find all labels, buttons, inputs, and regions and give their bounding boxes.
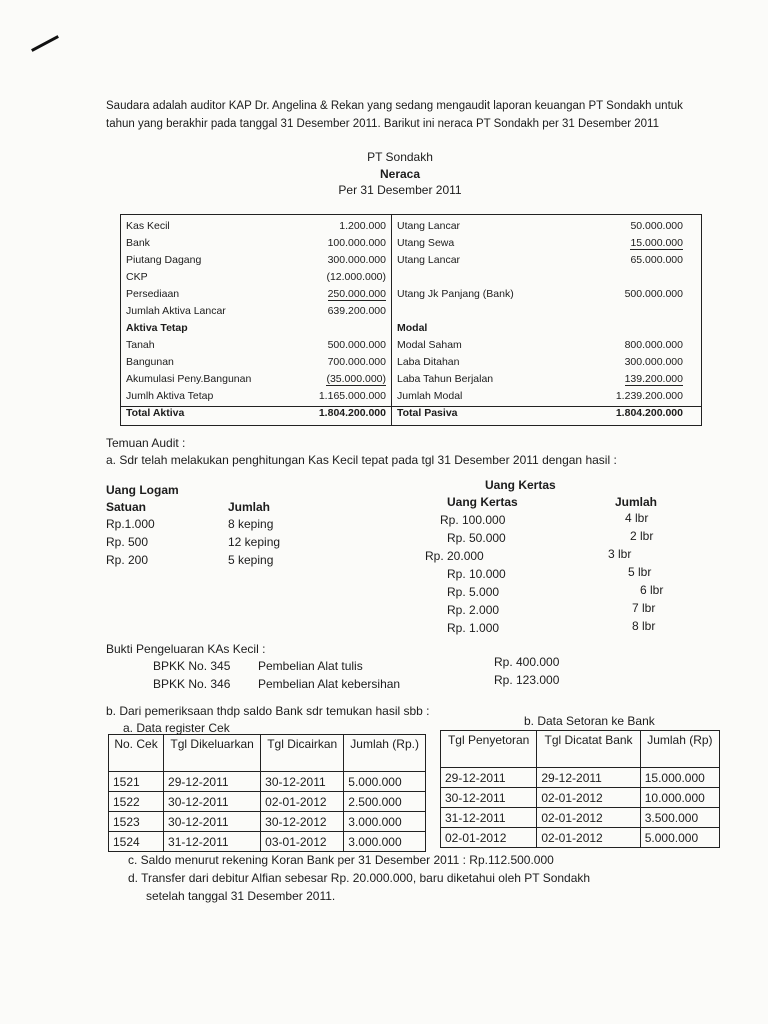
kertas-denomination: Rp. 100.000 bbox=[440, 513, 506, 527]
logam-jumlah: 12 keping bbox=[228, 535, 281, 549]
kertas-denomination: Rp. 20.000 bbox=[425, 549, 484, 563]
table-row bbox=[441, 808, 720, 828]
setoran-table-title: b. Data Setoran ke Bank bbox=[524, 714, 655, 728]
table-row bbox=[441, 788, 720, 808]
pasiva-value: 800.000.000 bbox=[624, 339, 683, 351]
pasiva-label: Utang Sewa bbox=[397, 237, 455, 249]
aktiva-label: Jumlh Aktiva Tetap bbox=[126, 390, 214, 402]
pasiva-label: Utang Lancar bbox=[397, 220, 461, 232]
table-row bbox=[441, 828, 720, 848]
balance-row bbox=[121, 373, 701, 390]
table-row bbox=[441, 768, 720, 788]
setoran-cell: 31-12-2011 bbox=[441, 808, 537, 828]
logam-jumlah: 8 keping bbox=[228, 517, 274, 531]
kertas-col-uang: Uang Kertas bbox=[447, 495, 518, 509]
table-row bbox=[109, 772, 426, 792]
pasiva-label: Laba Tahun Berjalan bbox=[397, 373, 494, 385]
aktiva-label: Persediaan bbox=[126, 288, 180, 300]
aktiva-value: 639.200.000 bbox=[327, 305, 386, 317]
aktiva-label: Jumlah Aktiva Lancar bbox=[126, 305, 226, 317]
bukti-description: Pembelian Alat kebersihan bbox=[258, 677, 401, 691]
aktiva-value: 700.000.000 bbox=[327, 356, 386, 368]
pasiva-value: 500.000.000 bbox=[624, 288, 683, 300]
cek-header-cell: Tgl Dikeluarkan bbox=[164, 735, 261, 772]
balance-row bbox=[121, 237, 701, 254]
bukti-title: Bukti Pengeluaran KAs Kecil : bbox=[106, 642, 266, 656]
pasiva-value: 65.000.000 bbox=[630, 254, 683, 266]
logam-col-satuan: Satuan bbox=[106, 500, 147, 514]
aktiva-value: (12.000.000) bbox=[326, 271, 386, 283]
kertas-jumlah: 2 lbr bbox=[630, 529, 654, 543]
finding-d-text-cont: setelah tanggal 31 Desember 2011. bbox=[146, 889, 336, 903]
balance-row bbox=[121, 254, 701, 271]
cek-cell: 3.000.000 bbox=[344, 832, 426, 852]
pasiva-label: Utang Lancar bbox=[397, 254, 461, 266]
cek-header-cell: Jumlah (Rp.) bbox=[344, 735, 426, 772]
logam-satuan: Rp. 200 bbox=[106, 553, 149, 567]
cek-cell: 2.500.000 bbox=[344, 792, 426, 812]
bukti-amount: Rp. 400.000 bbox=[494, 655, 560, 669]
kertas-denomination: Rp. 10.000 bbox=[447, 567, 506, 581]
pen-mark bbox=[31, 35, 59, 52]
aktiva-value: 500.000.000 bbox=[327, 339, 386, 351]
intro-paragraph: Saudara adalah auditor KAP Dr. Angelina & Rekan yang sedang mengaudit laporan keuangan PT Sondakh untuk tahun yang berakhir pada tanggal 31 Desember 2011. Barikut ini neraca PT Sondakh per 31 Desember 2011 bbox=[106, 100, 683, 130]
aktiva-label: Aktiva Tetap bbox=[126, 322, 188, 334]
cek-cell: 5.000.000 bbox=[344, 772, 426, 792]
aktiva-label: Kas Kecil bbox=[126, 220, 170, 232]
table-row bbox=[109, 832, 426, 852]
table-row bbox=[109, 792, 426, 812]
logam-satuan: Rp. 500 bbox=[106, 535, 149, 549]
cek-cell: 29-12-2011 bbox=[164, 772, 261, 792]
cek-cell: 1521 bbox=[109, 772, 164, 792]
statement-date: Per 31 Desember 2011 bbox=[338, 183, 462, 197]
balance-row bbox=[121, 322, 701, 339]
setoran-cell: 02-01-2012 bbox=[537, 788, 640, 808]
cek-cell: 03-01-2012 bbox=[261, 832, 344, 852]
cek-cell: 1522 bbox=[109, 792, 164, 812]
setoran-cell: 02-01-2012 bbox=[537, 828, 640, 848]
pasiva-value: 50.000.000 bbox=[630, 220, 683, 232]
aktiva-label: CKP bbox=[126, 271, 148, 283]
aktiva-value: 100.000.000 bbox=[327, 237, 386, 249]
pasiva-label: Modal bbox=[397, 322, 428, 334]
table-row bbox=[109, 812, 426, 832]
setoran-cell: 10.000.000 bbox=[640, 788, 719, 808]
pasiva-label: Utang Jk Panjang (Bank) bbox=[397, 288, 514, 300]
balance-sheet-table bbox=[120, 214, 702, 426]
finding-a-text: a. Sdr telah melakukan penghitungan Kas Kecil tepat pada tgl 31 Desember 2011 dengan hasil : bbox=[106, 453, 617, 467]
logam-jumlah: 5 keping bbox=[228, 553, 274, 567]
kertas-jumlah: 5 lbr bbox=[628, 565, 652, 579]
uang-kertas-title: Uang Kertas bbox=[485, 478, 556, 492]
balance-row bbox=[121, 220, 701, 237]
kertas-denomination: Rp. 5.000 bbox=[447, 585, 500, 599]
kertas-jumlah: 3 lbr bbox=[608, 547, 632, 561]
aktiva-label: Total Aktiva bbox=[126, 407, 185, 419]
cek-cell: 3.000.000 bbox=[344, 812, 426, 832]
aktiva-value: 300.000.000 bbox=[327, 254, 386, 266]
setoran-cell: 3.500.000 bbox=[640, 808, 719, 828]
setoran-header-cell-row bbox=[441, 731, 720, 768]
kertas-jumlah: 6 lbr bbox=[640, 583, 664, 597]
logam-satuan: Rp.1.000 bbox=[106, 517, 155, 531]
total-divider bbox=[121, 406, 701, 407]
aktiva-label: Akumulasi Peny.Bangunan bbox=[126, 373, 252, 385]
balance-row bbox=[121, 390, 701, 407]
pasiva-label: Laba Ditahan bbox=[397, 356, 460, 368]
aktiva-value: (35.000.000) bbox=[326, 373, 386, 385]
cek-cell: 30-12-2011 bbox=[164, 792, 261, 812]
bukti-number: BPKK No. 346 bbox=[153, 677, 231, 691]
kertas-denomination: Rp. 1.000 bbox=[447, 621, 500, 635]
bukti-description: Pembelian Alat tulis bbox=[258, 659, 363, 673]
pasiva-value: 1.804.200.000 bbox=[615, 407, 683, 419]
balance-row bbox=[121, 407, 701, 424]
cek-cell: 30-12-2011 bbox=[261, 772, 344, 792]
setoran-cell: 02-01-2012 bbox=[441, 828, 537, 848]
cek-cell: 30-12-2011 bbox=[164, 812, 261, 832]
cek-cell: 1524 bbox=[109, 832, 164, 852]
company-name: PT Sondakh bbox=[367, 150, 433, 164]
balance-row bbox=[121, 356, 701, 373]
cek-header-cell: No. Cek bbox=[109, 735, 164, 772]
balance-row bbox=[121, 288, 701, 305]
aktiva-label: Bank bbox=[126, 237, 150, 249]
balance-row bbox=[121, 305, 701, 322]
cek-header-cell: Tgl Dicairkan bbox=[261, 735, 344, 772]
pasiva-label: Modal Saham bbox=[397, 339, 462, 351]
uang-logam-title: Uang Logam bbox=[106, 483, 179, 497]
kertas-denomination: Rp. 50.000 bbox=[447, 531, 506, 545]
setoran-cell: 30-12-2011 bbox=[441, 788, 537, 808]
setoran-cell: 29-12-2011 bbox=[441, 768, 537, 788]
cek-header-cell-row bbox=[109, 735, 426, 772]
kertas-jumlah: 8 lbr bbox=[632, 619, 656, 633]
logam-col-jumlah: Jumlah bbox=[228, 500, 271, 514]
pasiva-value: 139.200.000 bbox=[624, 373, 683, 385]
kertas-jumlah: 7 lbr bbox=[632, 601, 656, 615]
aktiva-label: Bangunan bbox=[126, 356, 174, 368]
finding-d-text: d. Transfer dari debitur Alfian sebesar Rp. 20.000.000, baru diketahui oleh PT Sondakh bbox=[128, 871, 591, 885]
pasiva-value: 300.000.000 bbox=[624, 356, 683, 368]
kertas-denomination: Rp. 2.000 bbox=[447, 603, 500, 617]
temuan-title: Temuan Audit : bbox=[106, 436, 186, 450]
pasiva-value: 15.000.000 bbox=[630, 237, 683, 249]
bukti-amount: Rp. 123.000 bbox=[494, 673, 560, 687]
bukti-number: BPKK No. 345 bbox=[153, 659, 231, 673]
pasiva-label: Jumlah Modal bbox=[397, 390, 463, 402]
aktiva-value: 1.200.000 bbox=[339, 220, 386, 232]
aktiva-label: Piutang Dagang bbox=[126, 254, 202, 266]
kertas-jumlah: 4 lbr bbox=[625, 511, 649, 525]
setoran-cell: 5.000.000 bbox=[640, 828, 719, 848]
cek-cell: 02-01-2012 bbox=[261, 792, 344, 812]
cek-table-title: a. Data register Cek bbox=[123, 721, 230, 735]
cek-cell: 30-12-2012 bbox=[261, 812, 344, 832]
kertas-col-jumlah: Jumlah bbox=[615, 495, 658, 509]
finding-c-text: c. Saldo menurut rekening Koran Bank per 31 Desember 2011 : Rp.112.500.000 bbox=[128, 853, 554, 867]
cek-cell: 31-12-2011 bbox=[164, 832, 261, 852]
setoran-cell: 02-01-2012 bbox=[537, 808, 640, 828]
aktiva-label: Tanah bbox=[126, 339, 155, 351]
balance-row bbox=[121, 271, 701, 288]
pasiva-value: 1.239.200.000 bbox=[615, 390, 683, 402]
setoran-cell: 15.000.000 bbox=[640, 768, 719, 788]
finding-b-text: b. Dari pemeriksaan thdp saldo Bank sdr temukan hasil sbb : bbox=[106, 704, 430, 718]
setoran-table bbox=[440, 730, 720, 848]
statement-title: Neraca bbox=[379, 167, 421, 181]
balance-row bbox=[121, 339, 701, 356]
aktiva-value: 1.804.200.000 bbox=[318, 407, 386, 419]
cek-register-table bbox=[108, 734, 426, 852]
aktiva-value: 1.165.000.000 bbox=[318, 390, 386, 402]
setoran-header-cell: Jumlah (Rp) bbox=[640, 731, 719, 768]
pasiva-label: Total Pasiva bbox=[397, 407, 458, 419]
setoran-header-cell: Tgl Dicatat Bank bbox=[537, 731, 640, 768]
cek-cell: 1523 bbox=[109, 812, 164, 832]
aktiva-value: 250.000.000 bbox=[327, 288, 386, 300]
setoran-header-cell: Tgl Penyetoran bbox=[441, 731, 537, 768]
setoran-cell: 29-12-2011 bbox=[537, 768, 640, 788]
